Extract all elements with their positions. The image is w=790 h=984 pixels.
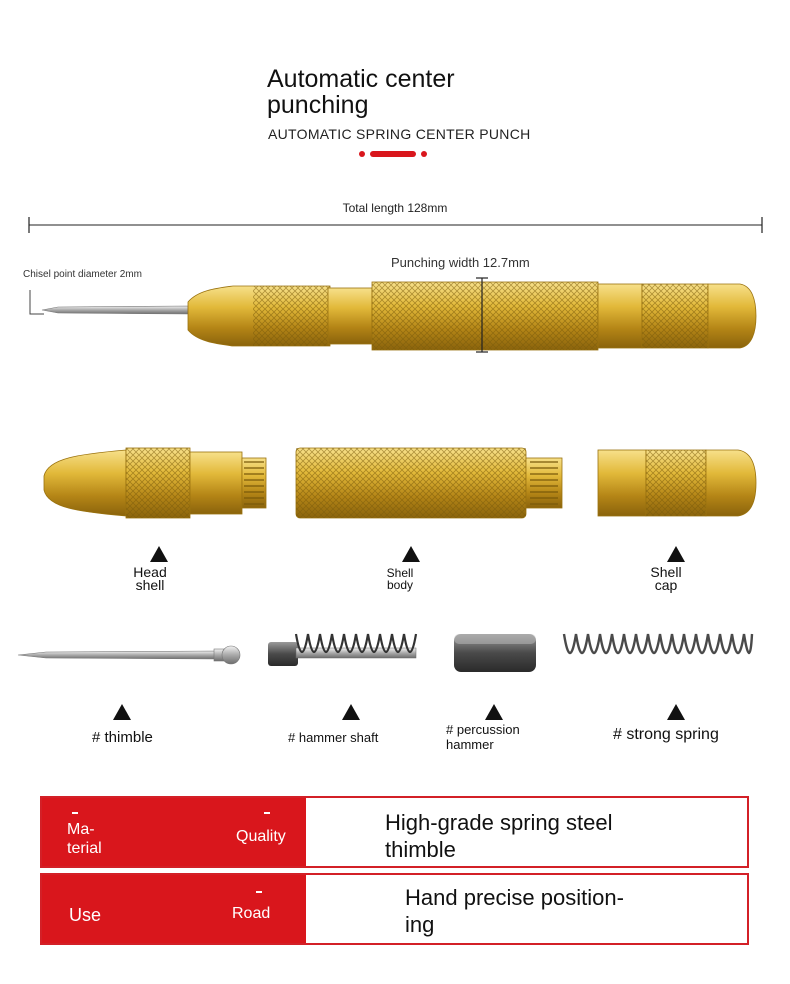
spec-row-material bbox=[40, 796, 749, 868]
percussion-hammer-image bbox=[452, 632, 538, 674]
hammer-shaft-image bbox=[266, 630, 420, 674]
page-subtitle: AUTOMATIC SPRING CENTER PUNCH bbox=[268, 126, 531, 142]
pointer-triangle-icon bbox=[150, 546, 168, 562]
punching-width-label: Punching width 12.7mm bbox=[391, 255, 530, 270]
spec-key-secondary: Road bbox=[232, 905, 271, 922]
total-length-dimension-line bbox=[28, 217, 763, 233]
spec-value: Hand precise position- ing bbox=[405, 885, 624, 937]
spec-key-line1: Ma- bbox=[67, 821, 95, 838]
thimble-image bbox=[16, 640, 242, 670]
pointer-triangle-icon bbox=[113, 704, 131, 720]
decorative-tick bbox=[72, 812, 78, 814]
shell-body-image bbox=[294, 446, 566, 520]
part-label-shell-cap: Shell cap bbox=[650, 564, 682, 593]
pointer-triangle-icon bbox=[402, 546, 420, 562]
chisel-point-label: Chisel point diameter 2mm bbox=[23, 269, 142, 280]
spec-key-secondary: Quality bbox=[236, 828, 286, 845]
component-label-strong-spring: # strong spring bbox=[613, 726, 719, 743]
spec-key-cell bbox=[42, 798, 306, 866]
spec-key-line1: Use bbox=[69, 905, 102, 925]
head-shell-image bbox=[40, 446, 270, 520]
pointer-triangle-icon bbox=[667, 546, 685, 562]
component-label-percussion-hammer: # percussion hammer bbox=[446, 722, 520, 752]
spec-row-use bbox=[40, 873, 749, 945]
decorative-tick bbox=[256, 891, 262, 893]
pointer-triangle-icon bbox=[342, 704, 360, 720]
part-label-shell-body: Shell body bbox=[386, 566, 414, 592]
page-title: Automatic center punching bbox=[267, 65, 455, 119]
spec-value: High-grade spring steel thimble bbox=[385, 810, 613, 862]
spec-key-line2: terial bbox=[67, 840, 102, 857]
pointer-triangle-icon bbox=[485, 704, 503, 720]
accent-divider bbox=[358, 150, 428, 158]
decorative-tick bbox=[264, 812, 270, 814]
pointer-triangle-icon bbox=[667, 704, 685, 720]
spec-key-cell bbox=[42, 875, 306, 943]
component-label-hammer-shaft: # hammer shaft bbox=[288, 730, 379, 745]
component-label-thimble: # thimble bbox=[92, 729, 153, 746]
total-length-label: Total length 128mm bbox=[342, 201, 448, 215]
part-label-head-shell: Head shell bbox=[133, 564, 167, 593]
strong-spring-image bbox=[560, 628, 756, 674]
assembled-punch-image bbox=[28, 276, 763, 356]
shell-cap-image bbox=[596, 446, 760, 520]
